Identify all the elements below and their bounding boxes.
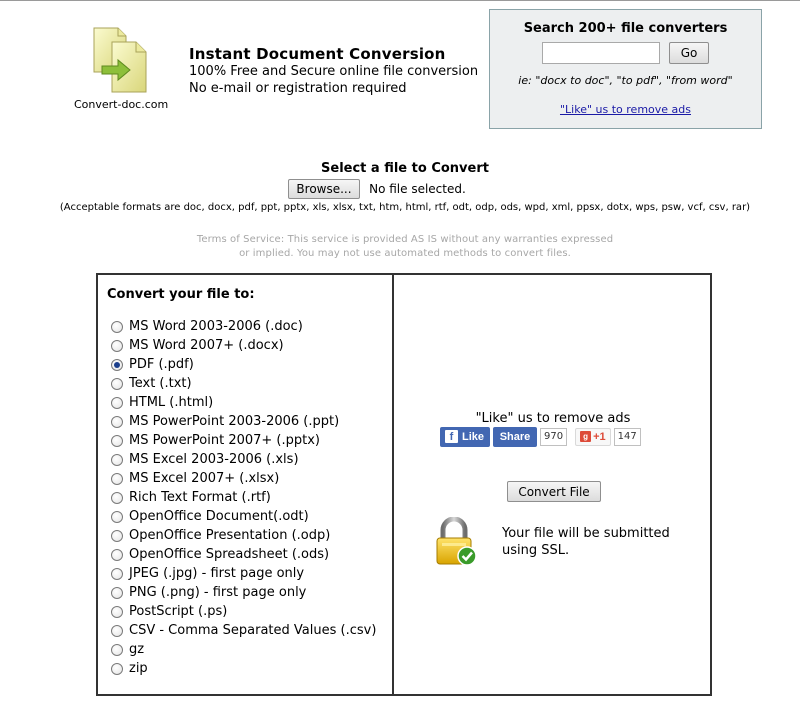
search-panel [489,9,762,129]
format-option-label: MS Excel 2007+ (.xlsx) [129,471,280,486]
format-option-label: MS Excel 2003-2006 (.xls) [129,452,299,467]
action-column [396,275,710,694]
format-option[interactable] [111,526,376,545]
format-radio[interactable] [111,587,123,599]
format-radio[interactable] [111,416,123,428]
format-option-label: PostScript (.ps) [129,604,228,619]
format-options-list [111,317,376,678]
remove-ads-label: "Like" us to remove ads [475,411,631,426]
format-option-label: HTML (.html) [129,395,214,410]
format-option-label: gz [129,642,145,657]
format-option[interactable] [111,545,376,564]
format-option-label: PDF (.pdf) [129,357,194,372]
format-radio[interactable] [111,378,123,390]
file-status: No file selected. [369,181,466,196]
format-option-label: MS PowerPoint 2003-2006 (.ppt) [129,414,340,429]
ssl-notice-line1: Your file will be submitted [502,526,670,541]
top-divider [0,0,800,1]
format-option[interactable] [111,374,376,393]
format-option-label: MS PowerPoint 2007+ (.pptx) [129,433,320,448]
acceptable-formats: (Acceptable formats are doc, docx, pdf, ppt, pptx, xls, xlsx, txt, htm, html, rtf, odt, odp, ods, wpd, xml, ppsx, dotx, wps, psw, vcf, csv, rar) [59,202,751,213]
format-option[interactable] [111,488,376,507]
format-option-label: Rich Text Format (.rtf) [129,490,271,505]
format-radio[interactable] [111,340,123,352]
search-row [490,42,761,66]
format-radio[interactable] [111,625,123,637]
format-radio[interactable] [111,454,123,466]
format-option[interactable] [111,469,376,488]
format-option[interactable] [111,602,376,621]
format-radio[interactable] [111,435,123,447]
format-radio[interactable] [111,549,123,561]
format-option-label: MS Word 2007+ (.docx) [129,338,284,353]
format-option[interactable] [111,317,376,336]
logo-text: Convert-doc.com [74,98,169,111]
google-plus-count: 147 [614,428,641,446]
select-file-title: Select a file to Convert [321,161,489,176]
format-option-label: OpenOffice Document(.odt) [129,509,309,524]
format-radio[interactable] [111,321,123,333]
social-buttons [440,426,641,447]
google-plus-icon: g [580,431,591,442]
padlock-ssl-icon [434,517,478,567]
format-radio[interactable] [111,606,123,618]
ssl-notice-line2: using SSL. [502,543,570,558]
format-option[interactable] [111,355,376,374]
format-option-label: OpenOffice Spreadsheet (.ods) [129,547,330,562]
google-plus-label: +1 [593,430,606,443]
facebook-like-label: Like [462,430,485,443]
format-option-label: PNG (.png) - first page only [129,585,307,600]
facebook-like-button[interactable] [440,427,490,447]
format-option[interactable] [111,431,376,450]
format-option-label: CSV - Comma Separated Values (.csv) [129,623,377,638]
convert-to-heading: Convert your file to: [107,287,255,302]
tagline-line-free: 100% Free and Secure online file conversion [189,64,479,79]
format-options-column [98,275,394,694]
search-title: Search 200+ file converters [523,21,728,36]
format-radio[interactable] [111,644,123,656]
terms-of-service: Terms of Service: This service is provided AS IS without any warranties expressed or implied. You may not use automated methods to convert files. [196,234,614,259]
format-option[interactable] [111,659,376,678]
format-option-label: JPEG (.jpg) - first page only [129,566,305,581]
format-radio[interactable] [111,492,123,504]
format-option-label: zip [129,661,148,676]
format-option[interactable] [111,621,376,640]
facebook-like-count: 970 [540,428,567,446]
format-radio[interactable] [111,473,123,485]
convert-file-button[interactable]: Convert File [507,481,601,502]
tagline-line-noreg: No e-mail or registration required [189,81,407,96]
search-input[interactable] [542,42,660,64]
conversion-panel [96,273,712,696]
format-option[interactable] [111,336,376,355]
format-option-label: Text (.txt) [129,376,192,391]
site-logo[interactable] [74,26,170,111]
format-option-label: MS Word 2003-2006 (.doc) [129,319,303,334]
format-radio[interactable] [111,530,123,542]
file-picker [288,178,466,198]
format-option[interactable] [111,640,376,659]
ssl-notice [502,525,670,559]
like-remove-ads-link[interactable]: "Like" us to remove ads [559,103,691,116]
format-option[interactable] [111,393,376,412]
search-example: ie: "docx to doc", "to pdf", "from word" [518,74,733,87]
format-option[interactable] [111,583,376,602]
format-option[interactable] [111,412,376,431]
facebook-icon: f [445,430,458,443]
format-option[interactable] [111,507,376,526]
format-radio[interactable] [111,511,123,523]
go-button[interactable]: Go [669,42,709,64]
site-tagline [189,45,478,97]
format-radio[interactable] [111,397,123,409]
format-option-label: OpenOffice Presentation (.odp) [129,528,331,543]
browse-button[interactable]: Browse... [288,179,360,199]
page-title: Instant Document Conversion [189,45,446,63]
documents-logo-icon [90,26,154,96]
format-radio[interactable] [111,359,123,371]
format-option[interactable] [111,450,376,469]
facebook-share-button[interactable]: Share [493,427,537,447]
format-option[interactable] [111,564,376,583]
google-plus-button[interactable] [575,428,611,446]
format-radio[interactable] [111,663,123,675]
format-radio[interactable] [111,568,123,580]
